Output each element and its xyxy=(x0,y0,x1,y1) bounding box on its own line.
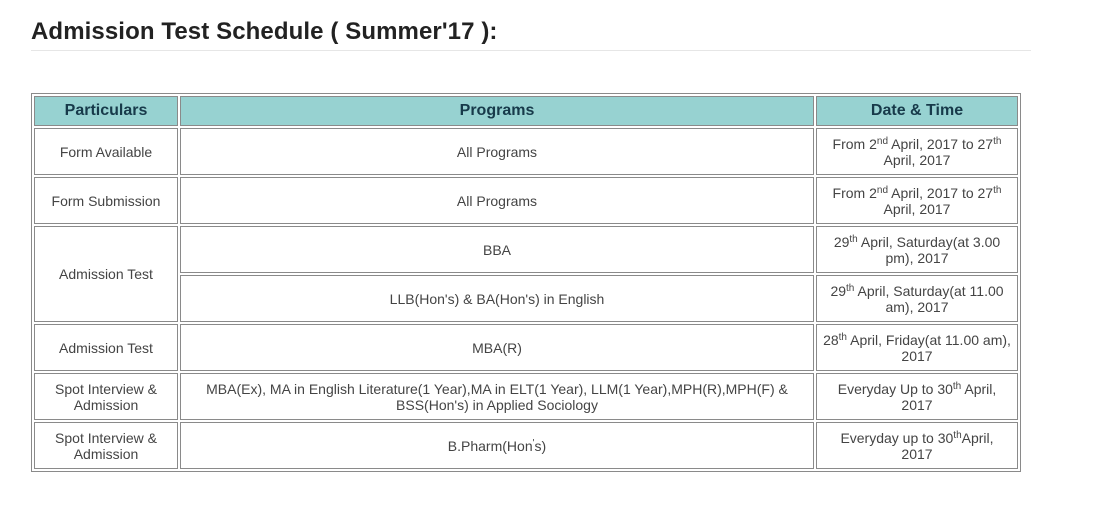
particular-cell: Admission Test xyxy=(34,226,178,322)
program-cell xyxy=(180,422,814,469)
title-divider xyxy=(31,50,1031,51)
date-text: 29 xyxy=(833,233,850,250)
date-suffix: th xyxy=(953,429,962,441)
program-cell: MBA(Ex), MA in English Literature(1 Year),MA in ELT(1 Year), LLM(1 Year),MPH(R),MPH(F) & BSS(Hon's) in Applied Sociology xyxy=(180,373,814,420)
program-superscript: ' xyxy=(532,437,535,449)
date-text: April, Saturday(at 3.00 pm), 2017 xyxy=(857,233,1001,266)
program-text: B.Pharm(Hon xyxy=(447,437,533,454)
date-text: 28 xyxy=(823,331,839,348)
table-row xyxy=(34,422,1018,469)
date-suffix: th xyxy=(993,135,1002,147)
program-cell: All Programs xyxy=(180,177,814,224)
date-text: Everyday Up to 30 xyxy=(837,380,953,397)
date-suffix: th xyxy=(952,380,962,392)
program-cell: BBA xyxy=(180,226,814,273)
date-text: From 2 xyxy=(832,135,877,152)
date-cell xyxy=(816,324,1018,371)
particular-cell: Form Submission xyxy=(34,177,178,224)
date-suffix: nd xyxy=(876,184,889,196)
program-cell: MBA(R) xyxy=(180,324,814,371)
date-text: 29 xyxy=(830,282,847,299)
particular-cell: Admission Test xyxy=(34,324,178,371)
date-text: April, 2017 to 27 xyxy=(888,184,994,201)
date-suffix: th xyxy=(993,184,1002,196)
date-text: April, 2017 xyxy=(883,200,951,217)
date-cell xyxy=(816,226,1018,273)
date-text: April, 2017 xyxy=(901,429,994,462)
table-row xyxy=(34,128,1018,175)
date-text: April, 2017 to 27 xyxy=(888,135,994,152)
date-cell xyxy=(816,373,1018,420)
date-text: April, 2017 xyxy=(901,380,997,413)
date-text: April, 2017 xyxy=(883,151,951,168)
table-row xyxy=(34,275,1018,322)
program-cell: All Programs xyxy=(180,128,814,175)
date-suffix: th xyxy=(838,331,847,343)
particular-cell: Spot Interview & Admission xyxy=(34,373,178,420)
table-row xyxy=(34,373,1018,420)
date-cell xyxy=(816,128,1018,175)
date-suffix: th xyxy=(849,233,858,245)
page-title: Admission Test Schedule ( Summer'17 ): xyxy=(31,18,498,45)
date-suffix: th xyxy=(846,282,855,294)
date-text: From 2 xyxy=(832,184,877,201)
schedule-table xyxy=(31,93,1021,472)
header-date-time: Date & Time xyxy=(816,96,1018,126)
program-text: s) xyxy=(534,437,547,454)
program-cell: LLB(Hon's) & BA(Hon's) in English xyxy=(180,275,814,322)
header-particulars: Particulars xyxy=(34,96,178,126)
date-text: April, Friday(at 11.00 am), 2017 xyxy=(847,331,1011,364)
table-row xyxy=(34,177,1018,224)
table-header-row xyxy=(34,96,1018,126)
date-cell xyxy=(816,275,1018,322)
date-text: April, Saturday(at 11.00 am), 2017 xyxy=(854,282,1004,315)
particular-cell: Form Available xyxy=(34,128,178,175)
table-row xyxy=(34,226,1018,273)
header-programs: Programs xyxy=(180,96,814,126)
date-cell xyxy=(816,177,1018,224)
particular-cell: Spot Interview & Admission xyxy=(34,422,178,469)
date-cell xyxy=(816,422,1018,469)
table-row xyxy=(34,324,1018,371)
date-text: Everyday up to 30 xyxy=(840,429,954,446)
date-suffix: nd xyxy=(876,135,889,147)
